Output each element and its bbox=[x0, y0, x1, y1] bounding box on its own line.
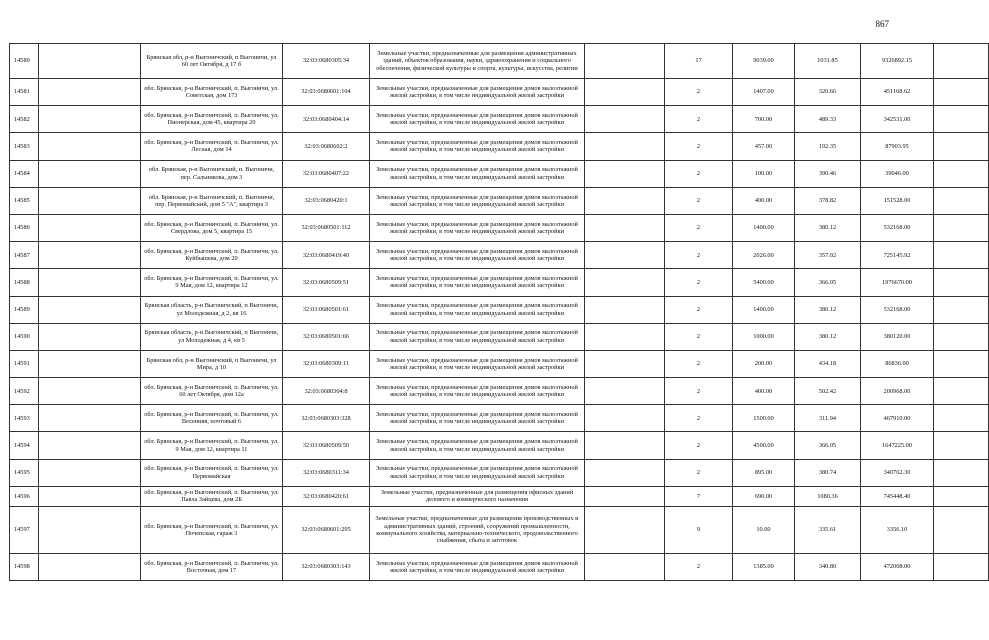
use-group-cell: 2 bbox=[665, 405, 733, 432]
empty-cell bbox=[934, 133, 989, 160]
empty-cell bbox=[585, 269, 665, 296]
specific-value-cell: 1031.85 bbox=[795, 44, 861, 79]
cadastral-number-cell: 32:03:0680305:34 bbox=[283, 44, 370, 79]
table-row bbox=[10, 378, 989, 405]
specific-value-cell: 380.12 bbox=[795, 323, 861, 350]
table-row bbox=[10, 133, 989, 160]
empty-cell bbox=[39, 323, 141, 350]
empty-cell bbox=[585, 242, 665, 269]
empty-cell bbox=[934, 160, 989, 187]
empty-cell bbox=[39, 44, 141, 79]
specific-value-cell: 366.05 bbox=[795, 432, 861, 459]
specific-value-cell: 380.12 bbox=[795, 296, 861, 323]
area-cell: 690.00 bbox=[733, 486, 795, 506]
row-number-cell: 14583 bbox=[10, 133, 39, 160]
area-cell: 400.00 bbox=[733, 187, 795, 214]
cadastral-number-cell: 32:03:0680601:104 bbox=[283, 79, 370, 106]
cadastral-number-cell: 32:03:0680311:34 bbox=[283, 459, 370, 486]
land-use-cell: Земельные участки, предназначенные для размещения домов малоэтажной жилой застройки, в том числе индивидуальной жилой застройки bbox=[370, 242, 585, 269]
address-cell: обл. Брянская, р-н Выгоничский, п. Выгоничи, пер. Сальникова, дом 3 bbox=[141, 160, 283, 187]
land-use-cell: Земельные участки, предназначенные для размещения производственных и административных зданий, строений, сооружений промышленности, коммунального хозяйства, материально-технического, продовольственного снабжения, сбыта и заготовок bbox=[370, 506, 585, 553]
empty-cell bbox=[39, 553, 141, 580]
cadastral-value-cell: 340762.30 bbox=[861, 459, 934, 486]
empty-cell bbox=[934, 553, 989, 580]
land-use-cell: Земельные участки, предназначенные для размещения домов малоэтажной жилой застройки, в том числе индивидуальной жилой застройки bbox=[370, 296, 585, 323]
address-cell: обл. Брянская, р-н Выгоничский, п. Выгоничи, ул. Пионерская, дом 45, квартира 20 bbox=[141, 106, 283, 133]
row-number-cell: 14595 bbox=[10, 459, 39, 486]
table-row bbox=[10, 405, 989, 432]
row-number-cell: 14594 bbox=[10, 432, 39, 459]
cadastral-value-cell: 87903.95 bbox=[861, 133, 934, 160]
use-group-cell: 2 bbox=[665, 214, 733, 241]
land-use-cell: Земельные участки, предназначенные для размещения домов малоэтажной жилой застройки, в том числе индивидуальной жилой застройки bbox=[370, 432, 585, 459]
table-row bbox=[10, 242, 989, 269]
cadastral-value-cell: 9326892.15 bbox=[861, 44, 934, 79]
cadastral-number-cell: 32:03:0680404:14 bbox=[283, 106, 370, 133]
empty-cell bbox=[934, 79, 989, 106]
row-number-cell: 14586 bbox=[10, 214, 39, 241]
use-group-cell: 2 bbox=[665, 269, 733, 296]
table-row bbox=[10, 432, 989, 459]
row-number-cell: 14593 bbox=[10, 405, 39, 432]
area-cell: 895.00 bbox=[733, 459, 795, 486]
table-row bbox=[10, 323, 989, 350]
cadastral-value-cell: 1976670.00 bbox=[861, 269, 934, 296]
area-cell: 2026.00 bbox=[733, 242, 795, 269]
empty-cell bbox=[39, 486, 141, 506]
area-cell: 1400.00 bbox=[733, 296, 795, 323]
empty-cell bbox=[934, 350, 989, 377]
table-row bbox=[10, 187, 989, 214]
row-number-cell: 14588 bbox=[10, 269, 39, 296]
cadastral-value-cell: 39046.00 bbox=[861, 160, 934, 187]
specific-value-cell: 1080.36 bbox=[795, 486, 861, 506]
cadastral-value-cell: 151528.00 bbox=[861, 187, 934, 214]
land-use-cell: Земельные участки, предназначенные для размещения домов малоэтажной жилой застройки, в том числе индивидуальной жилой застройки bbox=[370, 378, 585, 405]
use-group-cell: 7 bbox=[665, 486, 733, 506]
address-cell: обл. Брянская, р-н Выгоничский, п. Выгоничи, ул. 9 Мая, дом 12, квартира 12 bbox=[141, 269, 283, 296]
use-group-cell: 2 bbox=[665, 296, 733, 323]
area-cell: 700.00 bbox=[733, 106, 795, 133]
cadastral-number-cell: 32:03:0680602:2 bbox=[283, 133, 370, 160]
specific-value-cell: 378.82 bbox=[795, 187, 861, 214]
table-row bbox=[10, 214, 989, 241]
empty-cell bbox=[934, 323, 989, 350]
empty-cell bbox=[585, 553, 665, 580]
specific-value-cell: 366.05 bbox=[795, 269, 861, 296]
land-use-cell: Земельные участки, предназначенные для размещения домов малоэтажной жилой застройки, в том числе индивидуальной жилой застройки bbox=[370, 187, 585, 214]
empty-cell bbox=[934, 432, 989, 459]
empty-cell bbox=[39, 133, 141, 160]
cadastral-number-cell: 32:03:0680509:51 bbox=[283, 269, 370, 296]
land-use-cell: Земельные участки, предназначенные для размещения офисных зданий делового и коммерческого назначения bbox=[370, 486, 585, 506]
empty-cell bbox=[585, 79, 665, 106]
cadastral-number-cell: 32:03:0680309:11 bbox=[283, 350, 370, 377]
table-row bbox=[10, 269, 989, 296]
empty-cell bbox=[585, 405, 665, 432]
area-cell: 100.00 bbox=[733, 160, 795, 187]
table-row bbox=[10, 79, 989, 106]
area-cell: 9039.00 bbox=[733, 44, 795, 79]
land-use-cell: Земельные участки, предназначенные для размещения домов малоэтажной жилой застройки, в том числе индивидуальной жилой застройки bbox=[370, 214, 585, 241]
empty-cell bbox=[585, 214, 665, 241]
address-cell: Брянская обл, р-н Выгоничский, п Выгоничи, ул Мира, д 10 bbox=[141, 350, 283, 377]
row-number-cell: 14591 bbox=[10, 350, 39, 377]
empty-cell bbox=[585, 378, 665, 405]
address-cell: обл. Брянская, р-н Выгоничский, п. Выгоничи, ул. 60 лет Октября, дом 12а bbox=[141, 378, 283, 405]
address-cell: обл. Брянская, р-н Выгоничский, п. Выгоничи, ул. Павла Зайцева, дом 2Б bbox=[141, 486, 283, 506]
cadastral-value-cell: 342531.00 bbox=[861, 106, 934, 133]
cadastral-number-cell: 32:03:0680601:295 bbox=[283, 506, 370, 553]
land-use-cell: Земельные участки, предназначенные для размещения домов малоэтажной жилой застройки, в том числе индивидуальной жилой застройки bbox=[370, 133, 585, 160]
row-number-cell: 14596 bbox=[10, 486, 39, 506]
empty-cell bbox=[39, 214, 141, 241]
empty-cell bbox=[39, 432, 141, 459]
empty-cell bbox=[934, 459, 989, 486]
address-cell: обл. Брянская, р-н Выгоничский, п. Выгоничи, ул. Первомайская bbox=[141, 459, 283, 486]
land-use-cell: Земельные участки, предназначенные для размещения домов малоэтажной жилой застройки, в том числе индивидуальной жилой застройки bbox=[370, 459, 585, 486]
table-row bbox=[10, 486, 989, 506]
land-use-cell: Земельные участки, предназначенные для размещения домов малоэтажной жилой застройки, в том числе индивидуальной жилой застройки bbox=[370, 269, 585, 296]
specific-value-cell: 489.33 bbox=[795, 106, 861, 133]
empty-cell bbox=[934, 242, 989, 269]
cadastral-value-cell: 532168.00 bbox=[861, 214, 934, 241]
cadastral-value-cell: 86836.00 bbox=[861, 350, 934, 377]
land-use-cell: Земельные участки, предназначенные для размещения домов малоэтажной жилой застройки, в том числе индивидуальной жилой застройки bbox=[370, 350, 585, 377]
land-use-cell: Земельные участки, предназначенные для размещения административных зданий, объектов образования, науки, здравоохранения и социального обеспечения, физической культуры и спорта, культуры, искусства, религии bbox=[370, 44, 585, 79]
cadastral-value-cell: 451168.62 bbox=[861, 79, 934, 106]
empty-cell bbox=[39, 242, 141, 269]
address-cell: обл. Брянская, р-н Выгоничский, п. Выгоничи, ул. Восточная, дом 17 bbox=[141, 553, 283, 580]
cadastral-value-cell: 467910.00 bbox=[861, 405, 934, 432]
area-cell: 200.00 bbox=[733, 350, 795, 377]
empty-cell bbox=[934, 44, 989, 79]
cadastral-value-cell: 380120.00 bbox=[861, 323, 934, 350]
land-use-cell: Земельные участки, предназначенные для размещения домов малоэтажной жилой застройки, в том числе индивидуальной жилой застройки bbox=[370, 106, 585, 133]
use-group-cell: 2 bbox=[665, 242, 733, 269]
cadastral-value-cell: 472008.00 bbox=[861, 553, 934, 580]
address-cell: обл. Брянская, р-н Выгоничский, п. Выгоничи, пер. Первомайский, дом 5 "А", квартира 3 bbox=[141, 187, 283, 214]
specific-value-cell: 380.12 bbox=[795, 214, 861, 241]
cadastral-value-cell: 745448.40 bbox=[861, 486, 934, 506]
empty-cell bbox=[934, 296, 989, 323]
empty-cell bbox=[585, 323, 665, 350]
cadastral-number-cell: 32:03:0680303:143 bbox=[283, 553, 370, 580]
specific-value-cell: 335.61 bbox=[795, 506, 861, 553]
empty-cell bbox=[585, 506, 665, 553]
empty-cell bbox=[585, 187, 665, 214]
empty-cell bbox=[934, 269, 989, 296]
use-group-cell: 2 bbox=[665, 459, 733, 486]
use-group-cell: 2 bbox=[665, 350, 733, 377]
specific-value-cell: 192.35 bbox=[795, 133, 861, 160]
empty-cell bbox=[39, 187, 141, 214]
land-use-cell: Земельные участки, предназначенные для размещения домов малоэтажной жилой застройки, в том числе индивидуальной жилой застройки bbox=[370, 160, 585, 187]
area-cell: 10.00 bbox=[733, 506, 795, 553]
address-cell: обл. Брянская, р-н Выгоничский, п. Выгоничи, ул. Почепская, гараж 3 bbox=[141, 506, 283, 553]
area-cell: 4500.00 bbox=[733, 432, 795, 459]
table-body bbox=[10, 44, 989, 581]
cadastral-value-cell: 532168.00 bbox=[861, 296, 934, 323]
cadastral-value-cell: 3356.10 bbox=[861, 506, 934, 553]
row-number-cell: 14598 bbox=[10, 553, 39, 580]
specific-value-cell: 340.80 bbox=[795, 553, 861, 580]
use-group-cell: 2 bbox=[665, 160, 733, 187]
cadastral-number-cell: 32:03:0680501:61 bbox=[283, 296, 370, 323]
cadastral-number-cell: 32:03:0680509:50 bbox=[283, 432, 370, 459]
empty-cell bbox=[585, 44, 665, 79]
area-cell: 1000.00 bbox=[733, 323, 795, 350]
specific-value-cell: 434.18 bbox=[795, 350, 861, 377]
empty-cell bbox=[585, 486, 665, 506]
use-group-cell: 2 bbox=[665, 133, 733, 160]
address-cell: Брянская область, р-н Выгоничский, п Выгоничи, ул Молодежная, д 4, кв 5 bbox=[141, 323, 283, 350]
land-use-cell: Земельные участки, предназначенные для размещения домов малоэтажной жилой застройки, в том числе индивидуальной жилой застройки bbox=[370, 79, 585, 106]
empty-cell bbox=[934, 486, 989, 506]
empty-cell bbox=[39, 106, 141, 133]
empty-cell bbox=[934, 506, 989, 553]
page-number: 867 bbox=[875, 19, 889, 29]
empty-cell bbox=[585, 432, 665, 459]
cadastral-value-cell: 1647225.00 bbox=[861, 432, 934, 459]
empty-cell bbox=[934, 214, 989, 241]
cadastral-value-table bbox=[9, 43, 989, 581]
row-number-cell: 14597 bbox=[10, 506, 39, 553]
row-number-cell: 14584 bbox=[10, 160, 39, 187]
row-number-cell: 14580 bbox=[10, 44, 39, 79]
empty-cell bbox=[39, 506, 141, 553]
empty-cell bbox=[934, 106, 989, 133]
empty-cell bbox=[934, 187, 989, 214]
land-use-cell: Земельные участки, предназначенные для размещения домов малоэтажной жилой застройки, в том числе индивидуальной жилой застройки bbox=[370, 323, 585, 350]
cadastral-number-cell: 32:03:0680304:8 bbox=[283, 378, 370, 405]
use-group-cell: 9 bbox=[665, 506, 733, 553]
empty-cell bbox=[39, 378, 141, 405]
table-row bbox=[10, 459, 989, 486]
address-cell: обл. Брянская, р-н Выгоничский, п. Выгоничи, ул. 9 Мая, дом 12, квартира 11 bbox=[141, 432, 283, 459]
empty-cell bbox=[585, 160, 665, 187]
area-cell: 1500.00 bbox=[733, 405, 795, 432]
address-cell: обл. Брянская, р-н Выгоничский, п. Выгоничи, ул. Советская, дом 173 bbox=[141, 79, 283, 106]
use-group-cell: 2 bbox=[665, 187, 733, 214]
use-group-cell: 2 bbox=[665, 378, 733, 405]
specific-value-cell: 502.42 bbox=[795, 378, 861, 405]
row-number-cell: 14590 bbox=[10, 323, 39, 350]
area-cell: 1407.00 bbox=[733, 79, 795, 106]
empty-cell bbox=[39, 79, 141, 106]
use-group-cell: 2 bbox=[665, 79, 733, 106]
empty-cell bbox=[585, 106, 665, 133]
table-row bbox=[10, 106, 989, 133]
area-cell: 400.00 bbox=[733, 378, 795, 405]
cadastral-number-cell: 32:03:0680501:112 bbox=[283, 214, 370, 241]
cadastral-value-cell: 725145.92 bbox=[861, 242, 934, 269]
area-cell: 5400.00 bbox=[733, 269, 795, 296]
row-number-cell: 14589 bbox=[10, 296, 39, 323]
area-cell: 457.00 bbox=[733, 133, 795, 160]
row-number-cell: 14581 bbox=[10, 79, 39, 106]
address-cell: обл. Брянская, р-н Выгоничский, п. Выгоничи, ул. Лесная, дом 14 bbox=[141, 133, 283, 160]
table-row bbox=[10, 350, 989, 377]
table-row bbox=[10, 44, 989, 79]
specific-value-cell: 380.74 bbox=[795, 459, 861, 486]
address-cell: обл. Брянская, р-н Выгоничский, п. Выгоничи, ул. Свердлова, дом 5, квартира 15 bbox=[141, 214, 283, 241]
address-cell: обл. Брянская, р-н Выгоничский, п. Выгоничи, ул. Куйбышева, дом 20 bbox=[141, 242, 283, 269]
table-row bbox=[10, 506, 989, 553]
cadastral-number-cell: 32:03:0680420:61 bbox=[283, 486, 370, 506]
area-cell: 1385.00 bbox=[733, 553, 795, 580]
row-number-cell: 14582 bbox=[10, 106, 39, 133]
empty-cell bbox=[585, 133, 665, 160]
cadastral-number-cell: 32:03:0680501:66 bbox=[283, 323, 370, 350]
empty-cell bbox=[585, 350, 665, 377]
empty-cell bbox=[585, 296, 665, 323]
row-number-cell: 14585 bbox=[10, 187, 39, 214]
row-number-cell: 14592 bbox=[10, 378, 39, 405]
cadastral-number-cell: 32:03:0680420:1 bbox=[283, 187, 370, 214]
cadastral-number-cell: 32:03:0680407:22 bbox=[283, 160, 370, 187]
specific-value-cell: 320.66 bbox=[795, 79, 861, 106]
empty-cell bbox=[934, 405, 989, 432]
address-cell: обл. Брянская, р-н Выгоничский, п. Выгоничи, ул. Весенняя, почтовый 6 bbox=[141, 405, 283, 432]
empty-cell bbox=[39, 459, 141, 486]
empty-cell bbox=[39, 269, 141, 296]
table-row bbox=[10, 296, 989, 323]
use-group-cell: 17 bbox=[665, 44, 733, 79]
empty-cell bbox=[934, 378, 989, 405]
use-group-cell: 2 bbox=[665, 553, 733, 580]
land-use-cell: Земельные участки, предназначенные для размещения домов малоэтажной жилой застройки, в том числе индивидуальной жилой застройки bbox=[370, 405, 585, 432]
cadastral-value-cell: 200968.00 bbox=[861, 378, 934, 405]
land-use-cell: Земельные участки, предназначенные для размещения домов малоэтажной жилой застройки, в том числе индивидуальной жилой застройки bbox=[370, 553, 585, 580]
empty-cell bbox=[39, 296, 141, 323]
empty-cell bbox=[585, 459, 665, 486]
empty-cell bbox=[39, 350, 141, 377]
address-cell: Брянская обл, р-н Выгоничский, п Выгоничи, ул 60 лет Октября, д 17 б bbox=[141, 44, 283, 79]
use-group-cell: 2 bbox=[665, 432, 733, 459]
empty-cell bbox=[39, 405, 141, 432]
table-row bbox=[10, 553, 989, 580]
table-row bbox=[10, 160, 989, 187]
specific-value-cell: 311.94 bbox=[795, 405, 861, 432]
address-cell: Брянская область, р-н Выгоничский, п Выгоничи, ул Молодежная, д 2, кв 16 bbox=[141, 296, 283, 323]
row-number-cell: 14587 bbox=[10, 242, 39, 269]
use-group-cell: 2 bbox=[665, 106, 733, 133]
specific-value-cell: 390.46 bbox=[795, 160, 861, 187]
cadastral-number-cell: 32:03:0680419:40 bbox=[283, 242, 370, 269]
use-group-cell: 2 bbox=[665, 323, 733, 350]
empty-cell bbox=[39, 160, 141, 187]
specific-value-cell: 357.92 bbox=[795, 242, 861, 269]
area-cell: 1400.00 bbox=[733, 214, 795, 241]
cadastral-number-cell: 32:03:0680303:328 bbox=[283, 405, 370, 432]
